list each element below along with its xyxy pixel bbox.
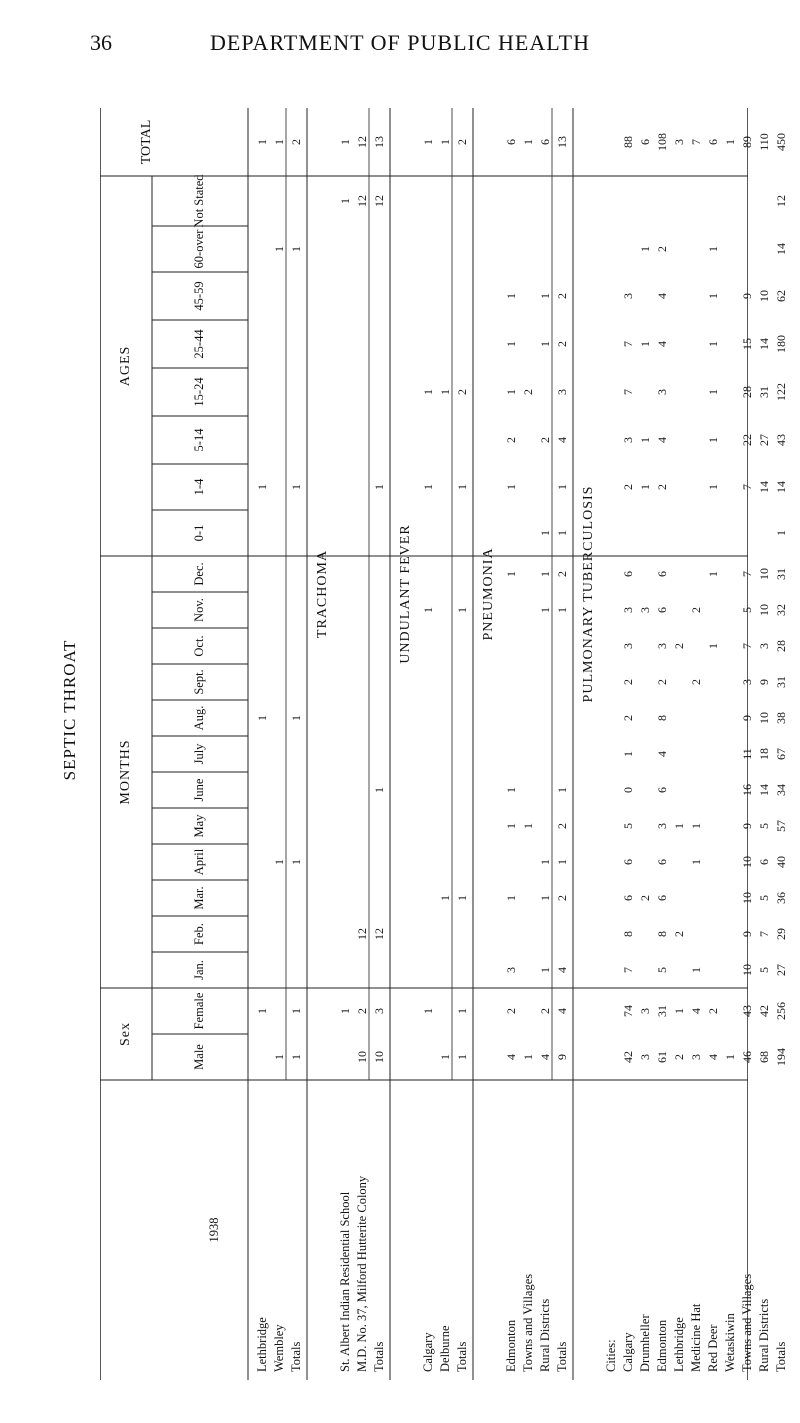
table-cell: 22: [740, 434, 754, 446]
table-cell: 1: [338, 1008, 352, 1014]
table-cell: 10: [355, 1051, 369, 1063]
table-cell: 1: [774, 530, 788, 536]
table-cell: 1: [621, 751, 635, 757]
table-cell: 1: [504, 484, 518, 490]
table-row-label: Rural Districts: [757, 1298, 771, 1372]
table-row-label: Edmonton: [655, 1319, 669, 1372]
table-row-label: Towns and Villages: [521, 1273, 535, 1372]
table-row-label: Lethbridge: [672, 1317, 686, 1372]
table-cell: 42: [757, 1005, 771, 1017]
table-cell: 9: [740, 823, 754, 829]
table-cell: 194: [774, 1048, 788, 1066]
group-header-ages: AGES: [118, 345, 133, 387]
table-cell: 1: [255, 1008, 269, 1014]
table-cell: 6: [655, 895, 669, 901]
table-cell: 1: [521, 823, 535, 829]
table-cell: 1: [555, 607, 569, 613]
table-cell: 62: [774, 290, 788, 302]
table-cell: 1: [455, 484, 469, 490]
table-cell: 3: [672, 139, 686, 145]
side-title-block: [50, 600, 90, 820]
table-cell: 1: [438, 139, 452, 145]
table-cell: 2: [638, 895, 652, 901]
table-cell: 2: [538, 1008, 552, 1014]
table-cell: 14: [774, 481, 788, 493]
table-cell: 8: [621, 931, 635, 937]
table-cell: 4: [655, 341, 669, 347]
column-header: April: [192, 848, 206, 876]
table-cell: 1: [289, 484, 303, 490]
table-cell: 2: [355, 1008, 369, 1014]
table-cell: 4: [555, 1008, 569, 1014]
table-cell: 12: [355, 136, 369, 148]
table-cell: 1: [421, 484, 435, 490]
table-cell: 450: [774, 133, 788, 151]
table-cell: 7: [740, 484, 754, 490]
table-cell: 1: [689, 823, 703, 829]
table-cell: 2: [538, 437, 552, 443]
table-cell: 1: [504, 293, 518, 299]
table-cell: 1: [555, 787, 569, 793]
table-cell: 1: [706, 484, 720, 490]
table-row-label: Red Deer: [706, 1324, 720, 1372]
table-cell: 10: [757, 604, 771, 616]
table-cell: 27: [757, 434, 771, 446]
section-title: TRACHOMA: [315, 549, 330, 639]
section-title: PULMONARY TUBERCULOSIS: [581, 485, 596, 703]
table-cell: 1: [421, 1008, 435, 1014]
table-cell: 6: [621, 895, 635, 901]
table-cell: 3: [621, 293, 635, 299]
table-cell: 5: [757, 967, 771, 973]
table-cell: 2: [555, 293, 569, 299]
table-cell: 1: [706, 341, 720, 347]
column-header: Female: [192, 992, 206, 1030]
table-cell: 57: [774, 820, 788, 832]
table-cell: 2: [555, 823, 569, 829]
table-cell: 4: [555, 967, 569, 973]
table-cell: 43: [774, 434, 788, 446]
table-cell: 10: [372, 1051, 386, 1063]
table-cell: 6: [621, 859, 635, 865]
table-cell: 6: [655, 571, 669, 577]
table-cell: 74: [621, 1005, 635, 1017]
column-header: Oct.: [192, 635, 206, 657]
table-cell: 14: [757, 784, 771, 796]
column-header: Aug.: [192, 705, 206, 731]
table-cell: 10: [757, 290, 771, 302]
table-cell: 89: [740, 136, 754, 148]
table-cell: 12: [372, 928, 386, 940]
table-cell: 1: [421, 389, 435, 395]
table-cell: 1: [538, 293, 552, 299]
table-cell: 1: [338, 198, 352, 204]
page-number: 36: [90, 30, 112, 55]
table-cell: 1: [538, 571, 552, 577]
table-cell: 1: [272, 139, 286, 145]
column-header: 25-44: [192, 329, 206, 359]
column-header: 1-4: [192, 478, 206, 496]
table-cell: 1: [421, 607, 435, 613]
table-cell: 3: [372, 1008, 386, 1014]
table-cell: 4: [706, 1054, 720, 1060]
table-cell: 4: [555, 437, 569, 443]
table-cell: 1: [372, 787, 386, 793]
table-cell: 1: [289, 246, 303, 252]
column-header: Dec.: [192, 562, 206, 586]
table-cell: 4: [504, 1054, 518, 1060]
table-cell: 6: [757, 859, 771, 865]
year-label: 1938: [207, 1217, 221, 1243]
table-cell: 31: [655, 1005, 669, 1017]
table-cell: 2: [621, 679, 635, 685]
table-cell: 28: [740, 386, 754, 398]
table-cell: 13: [555, 136, 569, 148]
table-row-label: Delburne: [438, 1325, 452, 1372]
table-cell: 256: [774, 1002, 788, 1020]
table-cell: 110: [757, 133, 771, 151]
table-cell: 12: [355, 928, 369, 940]
table-cell: 1: [504, 787, 518, 793]
table-cell: 3: [621, 437, 635, 443]
table-cell: 1: [672, 1008, 686, 1014]
table-cell: 4: [538, 1054, 552, 1060]
table-cell: 3: [504, 967, 518, 973]
table-cell: 12: [355, 195, 369, 207]
group-header-months: MONTHS: [118, 739, 133, 805]
table-cell: 43: [740, 1005, 754, 1017]
table-cell: 10: [740, 892, 754, 904]
table-row-label: Drumheller: [638, 1314, 652, 1372]
table-cell: 2: [689, 679, 703, 685]
table-cell: 4: [655, 751, 669, 757]
side-title: SEPTIC THROAT: [60, 639, 79, 781]
table-cell: 7: [740, 643, 754, 649]
column-header: 45-59: [192, 281, 206, 311]
table-cell: 1: [706, 437, 720, 443]
table-cell: 1: [289, 859, 303, 865]
table-cell: 2: [655, 246, 669, 252]
table-cell: 3: [740, 679, 754, 685]
table-cell: 18: [757, 748, 771, 760]
table-cell: 1: [723, 139, 737, 145]
table-cell: 122: [774, 383, 788, 401]
table-row-label: Calgary: [421, 1332, 435, 1372]
table-cell: 10: [757, 568, 771, 580]
column-header: Not Stated: [192, 174, 206, 228]
table-cell: 1: [289, 715, 303, 721]
table-cell: 2: [706, 1008, 720, 1014]
table-cell: 1: [538, 607, 552, 613]
table-cell: 7: [740, 571, 754, 577]
table-cell: 1: [638, 341, 652, 347]
table-cell: 2: [555, 341, 569, 347]
table-cell: 7: [689, 139, 703, 145]
table-row-label: Rural Districts: [538, 1298, 552, 1372]
table-cell: 1: [504, 571, 518, 577]
table-cell: 1: [521, 139, 535, 145]
totals-row-label: Totals: [289, 1341, 303, 1372]
table-row-label: M.D. No. 37, Milford Hutterite Colony: [355, 1175, 369, 1372]
table-cell: 31: [757, 386, 771, 398]
table-cell: 2: [672, 931, 686, 937]
table-cell: 1: [504, 895, 518, 901]
table-cell: 1: [672, 823, 686, 829]
table-cell: 6: [638, 139, 652, 145]
column-header: July: [192, 743, 206, 765]
totals-row-label: Totals: [774, 1341, 788, 1372]
column-header: June: [192, 778, 206, 802]
table-cell: 1: [723, 1054, 737, 1060]
table-row-label: Medicine Hat: [689, 1303, 703, 1372]
table-cell: 34: [774, 784, 788, 796]
table-cell: 1: [538, 967, 552, 973]
table-cell: 1: [455, 607, 469, 613]
table-cell: 1: [689, 967, 703, 973]
table-cell: 3: [655, 643, 669, 649]
table-cell: 3: [555, 389, 569, 395]
table-cell: 15: [740, 338, 754, 350]
table-row-label: Cities:: [604, 1339, 618, 1372]
table-cell: 1: [289, 1054, 303, 1060]
table-cell: 6: [655, 607, 669, 613]
table-cell: 8: [655, 931, 669, 937]
table-cell: 1: [538, 895, 552, 901]
table-cell: 1: [706, 389, 720, 395]
table-cell: 0: [621, 787, 635, 793]
table-cell: 2: [521, 389, 535, 395]
table-cell: 6: [504, 139, 518, 145]
section-title: PNEUMONIA: [481, 547, 496, 641]
totals-row-label: Totals: [455, 1341, 469, 1372]
table-row-label: Wetaskiwin: [723, 1313, 737, 1372]
table-cell: 42: [621, 1051, 635, 1063]
table-cell: 1: [504, 341, 518, 347]
table-cell: 6: [706, 139, 720, 145]
column-header: Male: [192, 1044, 206, 1070]
table-cell: 1: [555, 859, 569, 865]
table-cell: 1: [289, 1008, 303, 1014]
table-cell: 68: [757, 1051, 771, 1063]
table-cell: 10: [740, 856, 754, 868]
table-cell: 27: [774, 964, 788, 976]
column-header: 15-24: [192, 377, 206, 407]
table-cell: 1: [706, 246, 720, 252]
table-cell: 10: [757, 712, 771, 724]
table-cell: 1: [255, 139, 269, 145]
table-row-label: Towns and Villages: [740, 1273, 754, 1372]
table-cell: 1: [255, 715, 269, 721]
column-header: 60-over: [192, 229, 206, 269]
column-header: 5-14: [192, 428, 206, 452]
table-cell: 16: [740, 784, 754, 796]
table-cell: 67: [774, 748, 788, 760]
table-cell: 12: [774, 195, 788, 207]
table-cell: 1: [538, 530, 552, 536]
table-cell: 1: [272, 246, 286, 252]
table-cell: 32: [774, 604, 788, 616]
table-cell: 7: [621, 341, 635, 347]
table-cell: 2: [655, 484, 669, 490]
table-cell: 180: [774, 335, 788, 353]
table-cell: 3: [621, 607, 635, 613]
table-cell: 1: [338, 139, 352, 145]
table-cell: 1: [504, 389, 518, 395]
table-cell: 1: [504, 823, 518, 829]
table-cell: 2: [504, 437, 518, 443]
table-cell: 9: [740, 715, 754, 721]
table-cell: 8: [655, 715, 669, 721]
table-cell: 5: [621, 823, 635, 829]
table-cell: 3: [655, 823, 669, 829]
table-cell: 2: [555, 571, 569, 577]
table-cell: 1: [372, 484, 386, 490]
table-cell: 2: [689, 607, 703, 613]
table-cell: 1: [706, 293, 720, 299]
table-cell: 2: [672, 643, 686, 649]
table-cell: 14: [774, 243, 788, 255]
table-cell: 2: [455, 139, 469, 145]
table-cell: 7: [621, 967, 635, 973]
table-cell: 29: [774, 928, 788, 940]
table-cell: 2: [655, 679, 669, 685]
table-cell: 31: [774, 568, 788, 580]
table-cell: 3: [689, 1054, 703, 1060]
table-cell: 12: [372, 195, 386, 207]
table-cell: 6: [655, 787, 669, 793]
table-cell: 2: [621, 484, 635, 490]
table-cell: 1: [638, 246, 652, 252]
table-cell: 5: [740, 607, 754, 613]
table-cell: 1: [521, 1054, 535, 1060]
table-cell: 3: [638, 1054, 652, 1060]
table-cell: 7: [757, 931, 771, 937]
table-cell: 61: [655, 1051, 669, 1063]
table-row-label: Edmonton: [504, 1319, 518, 1372]
table-row-label: Wembley: [272, 1324, 286, 1372]
table-cell: 28: [774, 640, 788, 652]
table-cell: 1: [438, 389, 452, 395]
table-row-label: St. Albert Indian Residential School: [338, 1191, 352, 1372]
table-cell: 3: [757, 643, 771, 649]
section-title: UNDULANT FEVER: [398, 524, 413, 664]
table-cell: 1: [638, 484, 652, 490]
table-cell: 38: [774, 712, 788, 724]
table-cell: 2: [504, 1008, 518, 1014]
table-cell: 9: [555, 1054, 569, 1060]
table-cell: 10: [740, 964, 754, 976]
statistics-table: [100, 80, 788, 1380]
column-header: TOTAL: [139, 119, 154, 165]
table-cell: 88: [621, 136, 635, 148]
table-cell: 3: [638, 1008, 652, 1014]
table-cell: 4: [655, 293, 669, 299]
rotated-table-frame: [100, 80, 788, 1380]
table-cell: 1: [706, 571, 720, 577]
table-cell: 13: [372, 136, 386, 148]
table-cell: 3: [621, 643, 635, 649]
column-header: 0-1: [192, 524, 206, 542]
group-header-sex: Sex: [118, 1022, 133, 1046]
table-cell: 1: [538, 341, 552, 347]
table-cell: 3: [655, 389, 669, 395]
table-cell: 1: [455, 1008, 469, 1014]
table-cell: 4: [655, 437, 669, 443]
table-cell: 2: [672, 1054, 686, 1060]
table-cell: 7: [621, 389, 635, 395]
table-cell: 1: [438, 1054, 452, 1060]
table-cell: 1: [538, 859, 552, 865]
column-header: Mar.: [192, 886, 206, 910]
table-cell: 1: [438, 895, 452, 901]
table-cell: 5: [757, 823, 771, 829]
table-cell: 2: [555, 895, 569, 901]
table-cell: 4: [689, 1008, 703, 1014]
table-cell: 3: [638, 607, 652, 613]
table-cell: 1: [706, 643, 720, 649]
totals-row-label: Totals: [555, 1341, 569, 1372]
table-cell: 6: [621, 571, 635, 577]
column-header: Sept.: [192, 669, 206, 695]
column-header: Jan.: [192, 960, 206, 980]
table-cell: 2: [455, 389, 469, 395]
table-cell: 6: [538, 139, 552, 145]
table-cell: 1: [555, 484, 569, 490]
table-cell: 1: [455, 1054, 469, 1060]
table-cell: 5: [757, 895, 771, 901]
table-cell: 1: [272, 1054, 286, 1060]
column-header: Feb.: [192, 923, 206, 945]
table-cell: 1: [455, 895, 469, 901]
table-cell: 1: [421, 139, 435, 145]
column-header: Nov.: [192, 598, 206, 622]
table-cell: 9: [757, 679, 771, 685]
totals-row-label: Totals: [372, 1341, 386, 1372]
table-cell: 2: [621, 715, 635, 721]
column-header: May: [192, 814, 206, 838]
table-cell: 14: [757, 338, 771, 350]
page-title: DEPARTMENT OF PUBLIC HEALTH: [210, 30, 590, 55]
table-cell: 1: [255, 484, 269, 490]
table-cell: 46: [740, 1051, 754, 1063]
table-row-label: Lethbridge: [255, 1317, 269, 1372]
table-cell: 9: [740, 931, 754, 937]
table-cell: 1: [689, 859, 703, 865]
table-cell: 14: [757, 481, 771, 493]
table-cell: 108: [655, 133, 669, 151]
table-cell: 1: [272, 859, 286, 865]
table-cell: 6: [655, 859, 669, 865]
table-cell: 40: [774, 856, 788, 868]
table-cell: 5: [655, 967, 669, 973]
table-cell: 1: [638, 437, 652, 443]
table-cell: 1: [555, 530, 569, 536]
table-cell: 2: [289, 139, 303, 145]
table-cell: 31: [774, 676, 788, 688]
table-cell: 9: [740, 293, 754, 299]
table-row-label: Calgary: [621, 1332, 635, 1372]
table-cell: 11: [740, 748, 754, 760]
table-cell: 36: [774, 892, 788, 904]
